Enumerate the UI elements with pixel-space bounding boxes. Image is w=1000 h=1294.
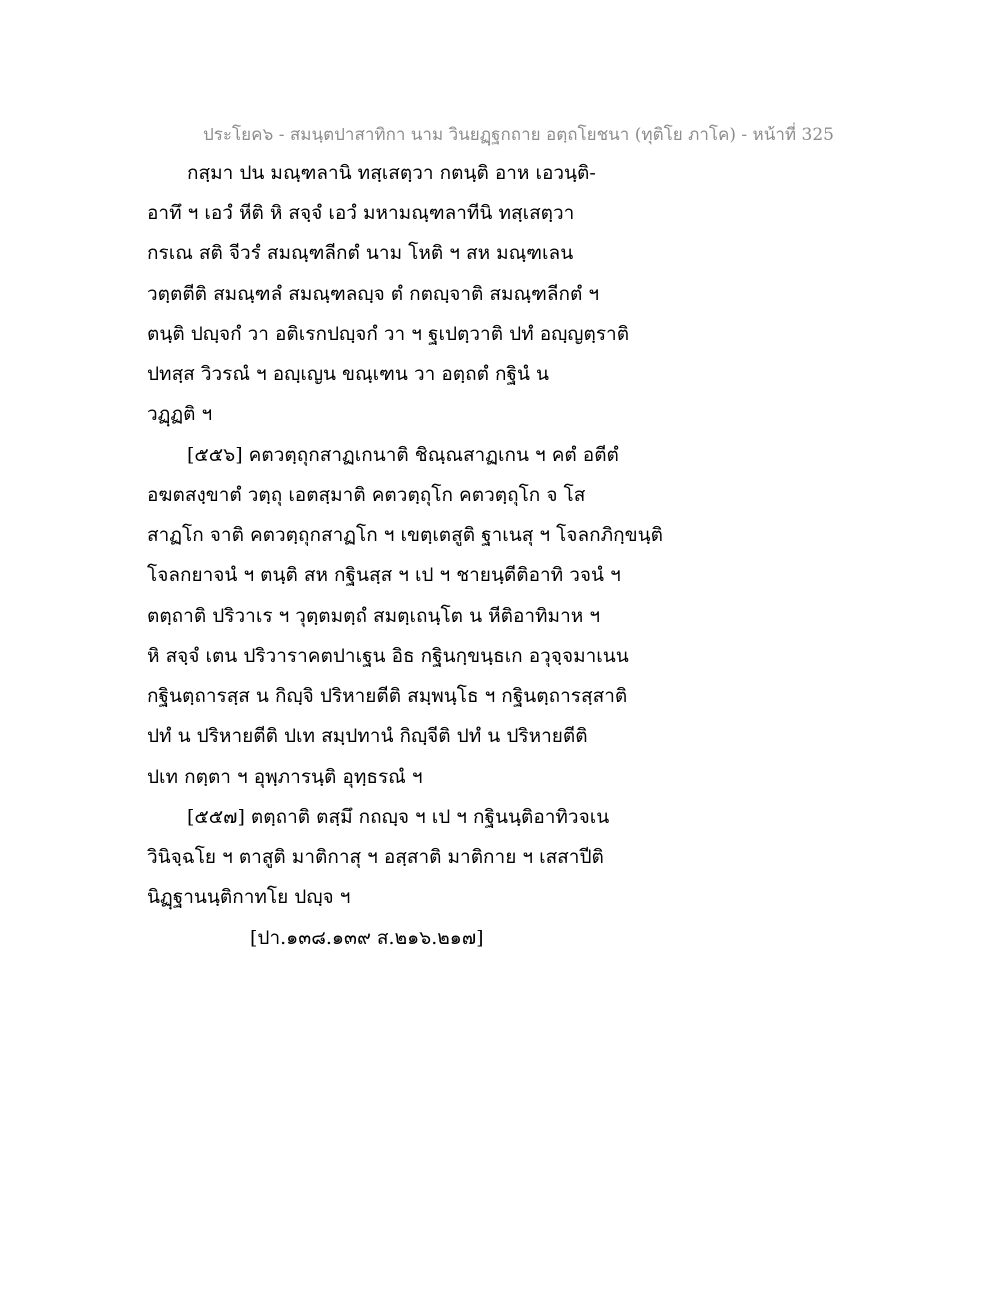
- text-line: ปเท กตฺตา ฯ อุพฺภารนฺติ อุทฺธรณํ ฯ: [147, 766, 423, 788]
- text-line: วตฺตตีติ สมณฺฑลํ สมณฺฑลญฺจ ตํ กตญฺจาติ สมณฺฑลีกตํ ฯ: [147, 283, 600, 305]
- text-line: หิ สจฺจํ เตน ปริวาราคตปาเฐน อิธ กฐินกฺขนฺธเก อวุจฺจมาเนน: [147, 645, 629, 667]
- text-line: สาฏโก จาติ คตวตฺถุกสาฏโก ฯ เขตฺเตสูติ ฐาเนสุ ฯ โจลกภิกฺขนฺติ: [147, 524, 663, 546]
- text-line: วฏฺฏติ ฯ: [147, 403, 213, 425]
- text-line: โจลกยาจนํ ฯ ตนฺติ สห กฐินสฺส ฯ เป ฯ ชายนฺตีติอาทิ วจนํ ฯ: [147, 564, 621, 586]
- text-line: กสฺมา ปน มณฺฑลานิ ทสฺเสตฺวา กตนฺติ อาห เอวนฺติ-: [187, 162, 596, 184]
- text-line: กรเณ สติ จีวรํ สมณฺฑลีกตํ นาม โหติ ฯ สห มณฺฑเลน: [147, 242, 574, 264]
- text-line: ตนฺติ ปญฺจกํ วา อติเรกปญฺจกํ วา ฯ ฐเปตฺวาติ ปทํ อญฺญตฺราติ: [147, 323, 630, 345]
- text-line: ปทสฺส วิวรณํ ฯ อญฺเญน ขณฺเฑน วา อตฺถตํ กฐินํ น: [147, 363, 549, 385]
- source-reference: [ปา.๑๓๘.๑๓๙ ส.๒๑๖.๒๑๗]: [250, 927, 484, 949]
- text-line: วินิจฺฉโย ฯ ตาสูติ มาติกาสุ ฯ อสฺสาติ มาติกาย ฯ เสสาปีติ: [147, 846, 604, 868]
- text-line: [๕๕๖] คตวตฺถุกสาฏเกนาติ ชิณฺณสาฏเกน ฯ คตํ อตีตํ: [187, 444, 619, 466]
- text-line: นิฏฺฐานนฺติกาทโย ปญฺจ ฯ: [147, 886, 351, 908]
- text-line: [๕๕๗] ตตฺถาติ ตสฺมึ กถญฺจ ฯ เป ฯ กฐินนฺติอาทิวจเน: [187, 806, 610, 828]
- text-line: ปทํ น ปริหายตีติ ปเท สมฺปทานํ กิญฺจีติ ปทํ น ปริหายตีติ: [147, 725, 588, 747]
- text-line: กฐินตฺถารสฺส น กิญฺจิ ปริหายตีติ สมฺพนฺโธ ฯ กฐินตฺถารสฺสาติ: [147, 685, 628, 707]
- text-line: อฆตสงฺขาตํ วตฺถุ เอตสฺมาติ คตวตฺถุโก คตวตฺถุโก จ โส: [147, 484, 586, 506]
- running-header: ประโยค๖ - สมนฺตปาสาทิกา นาม วินยฏฺฐกถาย อตฺถโยชนา (ทุติโย ภาโค) - หน้าที่ 325: [203, 125, 834, 145]
- text-line: อาทึ ฯ เอวํ หีติ หิ สจฺจํ เอวํ มหามณฺฑลาทีนิ ทสฺเสตฺวา: [147, 202, 575, 224]
- text-line: ตตฺถาติ ปริวาเร ฯ วุตฺตมตฺถํ สมตฺเถนฺโต น หีติอาทิมาห ฯ: [147, 605, 600, 627]
